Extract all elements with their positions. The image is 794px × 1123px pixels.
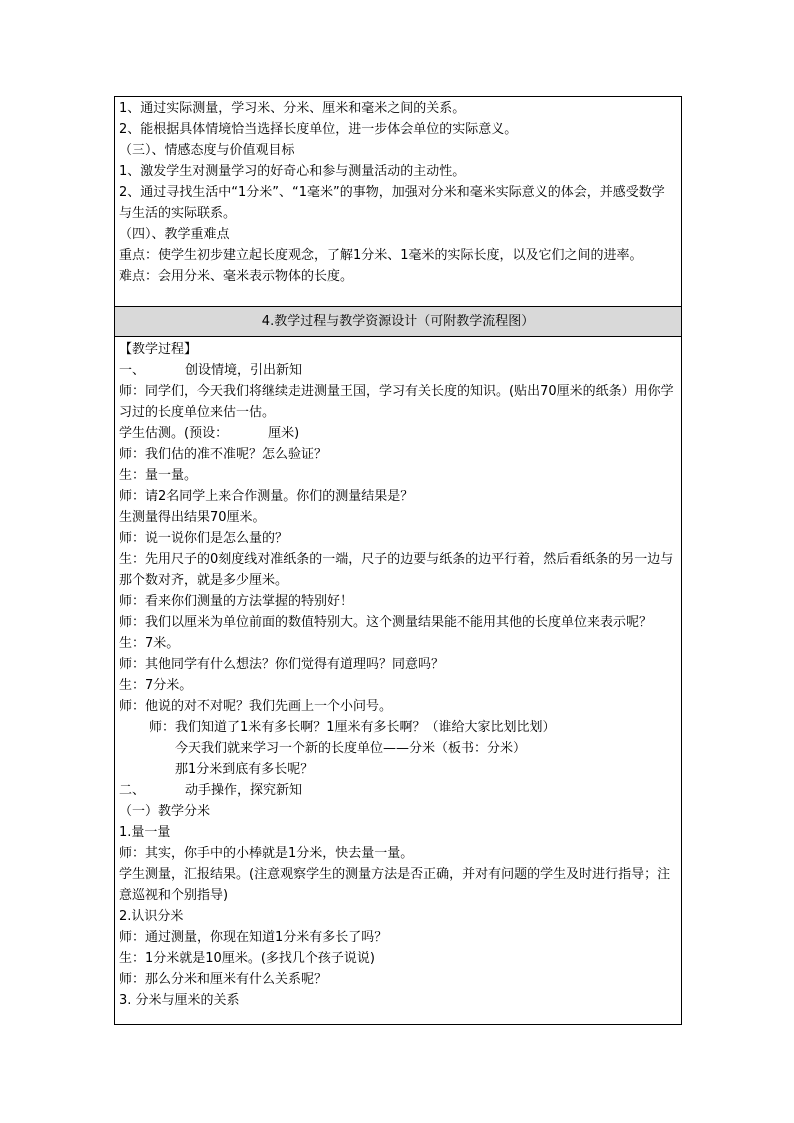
dialogue-line [119,423,677,444]
process-cell [114,337,682,1025]
section-header: 4.教学过程与教学资源设计（可附教学流程图） [114,307,682,337]
dialogue-line: 师：看来你们测量的方法掌握的特别好！ [119,594,354,609]
objective-line: 2、通过寻找生活中“1分米”、“1毫米”的事物，加强对分米和毫米实际意义的体会，并感受数学与生活的实际联系。 [119,185,665,221]
part-title: 动手操作，探究新知 [185,783,303,798]
objective-line: （三）、情感态度与价值观目标 [119,143,295,158]
dialogue-line: 师：我们估的准不准呢？怎么验证？ [119,447,328,462]
step-heading: 1.量一量 [119,825,171,840]
part-heading [119,780,677,801]
dialogue-line: 师：他说的对不对呢？我们先画上一个小问号。 [119,699,393,714]
difficulty-line: 难点：会用分米、毫米表示物体的长度。 [119,269,354,284]
dialogue-line: 生：7米。 [119,636,180,651]
dialogue-line: 师：说一说你们是怎么量的？ [119,531,289,546]
objective-line: （四）、教学重难点 [119,227,230,242]
dialogue-line: 师：通过测量，你现在知道1分米有多长了吗？ [119,930,388,945]
objective-line: 1、通过实际测量，学习米、分米、厘米和毫米之间的关系。 [119,101,466,116]
dialogue-line: 师：那么分米和厘米有什么关系呢？ [119,972,328,987]
objective-line: 2、能根据具体情境恰当选择长度单位，进一步体会单位的实际意义。 [119,122,518,137]
dialogue-line: 师：请2名同学上来合作测量。你们的测量结果是？ [119,489,414,504]
dialogue-line: 师：我们以厘米为单位前面的数值特别大。这个测量结果能不能用其他的长度单位来表示呢？ [119,615,653,630]
subsection-heading: （一）教学分米 [119,804,211,819]
dialogue-line: 师：其实，你手中的小棒就是1分米，快去量一量。 [119,846,414,861]
dialogue-line: 师：其他同学有什么想法？你们觉得有道理吗？同意吗？ [119,657,445,672]
step-heading: 3. 分米与厘米的关系 [119,993,240,1008]
step-heading: 2.认识分米 [119,909,184,924]
dialogue-line: 生：量一量。 [119,468,198,483]
estimate-text: 学生估测。(预设： [119,426,229,441]
estimate-unit: 厘米) [268,426,300,441]
dialogue-line: 那1分米到底有多长呢？ [175,762,314,777]
part-heading [119,360,677,381]
part-number: 一、 [119,363,146,378]
part-title: 创设情境，引出新知 [185,363,303,378]
dialogue-line: 师：同学们，今天我们将继续走进测量王国，学习有关长度的知识。(贴出70厘米的纸条）用你学习过的长度单位来估一估。 [119,384,674,420]
dialogue-line: 生：7分米。 [119,678,193,693]
part-number: 二、 [119,783,146,798]
objectives-cell [114,96,682,307]
lesson-plan-table [114,96,682,1025]
dialogue-line: 生：1分米就是10厘米。(多找几个孩子说说) [119,951,375,966]
process-heading: 【教学过程】 [119,342,198,357]
dialogue-line: 生测量得出结果70厘米。 [119,510,266,525]
dialogue-line: 学生测量，汇报结果。(注意观察学生的测量方法是否正确，并对有问题的学生及时进行指导；注意巡视和个别指导) [119,867,671,903]
key-point-line: 重点：使学生初步建立起长度观念，了解1分米、1毫米的实际长度，以及它们之间的进率。 [119,248,643,263]
objective-line: 1、激发学生对测量学习的好奇心和参与测量活动的主动性。 [119,164,466,179]
dialogue-line: 今天我们就来学习一个新的长度单位——分米（板书：分米） [175,741,527,756]
dialogue-line: 生：先用尺子的0刻度线对准纸条的一端，尺子的边要与纸条的边平行着，然后看纸条的另一边与那个数对齐，就是多少厘米。 [119,552,674,588]
dialogue-line: 师：我们知道了1米有多长啊？1厘米有多长啊？（谁给大家比划比划） [149,720,556,735]
